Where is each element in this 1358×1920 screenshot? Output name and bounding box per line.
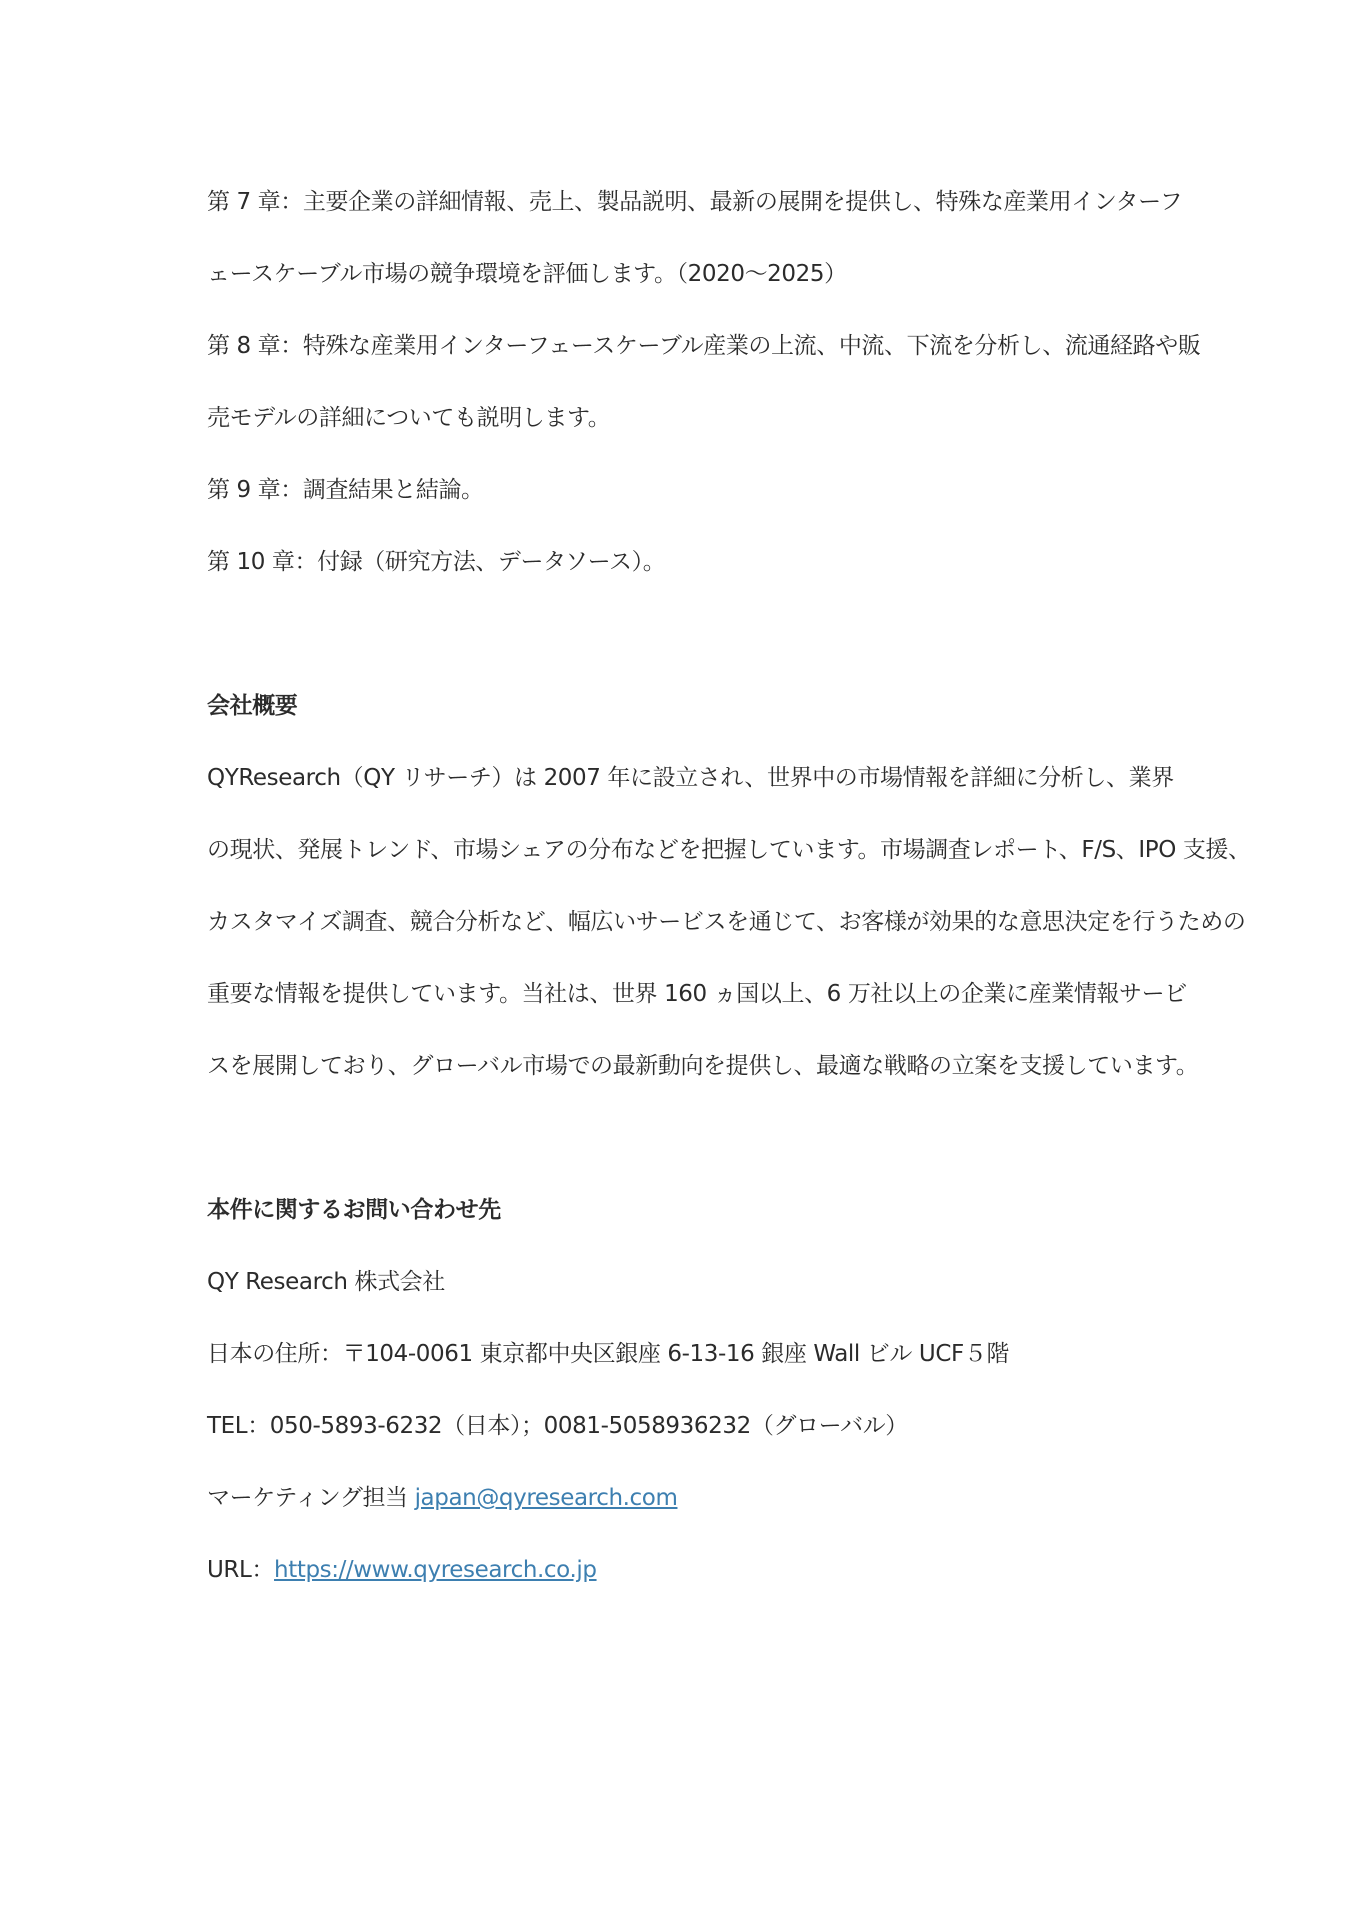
website-link[interactable]: https://www.qyresearch.co.jp [274, 1557, 597, 1583]
url-label: URL： [207, 1557, 275, 1583]
chapter-8-line-1: 第 8 章：特殊な産業用インターフェースケーブル産業の上流、中流、下流を分析し、流通経路や販 [207, 333, 1201, 359]
contact-heading: 本件に関するお問い合わせ先 [207, 1197, 501, 1223]
chapter-10: 第 10 章：付録（研究方法、データソース）。 [207, 549, 666, 575]
contact-tel: TEL：050-5893-6232（日本）；0081-5058936232（グローバル） [207, 1413, 908, 1439]
company-paragraph-line-5: スを展開しており、グローバル市場での最新動向を提供し、最適な戦略の立案を支援しています。 [207, 1053, 1199, 1079]
marketing-label: マーケティング担当 [207, 1485, 415, 1511]
chapter-9: 第 9 章：調査結果と結論。 [207, 477, 484, 503]
company-paragraph-line-1: QYResearch（QY リサーチ）は 2007 年に設立され、世界中の市場情報を詳細に分析し、業界 [207, 765, 1174, 791]
contact-url [207, 1555, 1163, 1585]
chapter-8-line-2: 売モデルの詳細についても説明します。 [207, 405, 611, 431]
company-paragraph-line-3: カスタマイズ調査、競合分析など、幅広いサービスを通じて、お客様が効果的な意思決定を行うための [207, 909, 1246, 935]
email-link[interactable]: japan@qyresearch.com [414, 1485, 678, 1511]
contact-company-name: QY Research 株式会社 [207, 1269, 445, 1295]
company-paragraph-line-2: の現状、発展トレンド、市場シェアの分布などを把握しています。市場調査レポート、F/S、IPO 支援、 [207, 837, 1251, 863]
chapter-7-line-2: ェースケーブル市場の競争環境を評価します。（2020～2025） [207, 261, 847, 287]
contact-address: 日本の住所：〒104-0061 東京都中央区銀座 6-13-16 銀座 Wall ビル UCF５階 [207, 1341, 1010, 1367]
company-paragraph-line-4: 重要な情報を提供しています。当社は、世界 160 ヵ国以上、6 万社以上の企業に産業情報サービ [207, 981, 1187, 1007]
chapter-7-line-1: 第 7 章：主要企業の詳細情報、売上、製品説明、最新の展開を提供し、特殊な産業用インターフ [207, 189, 1183, 215]
company-overview-heading: 会社概要 [207, 693, 298, 719]
contact-marketing [207, 1483, 1163, 1513]
